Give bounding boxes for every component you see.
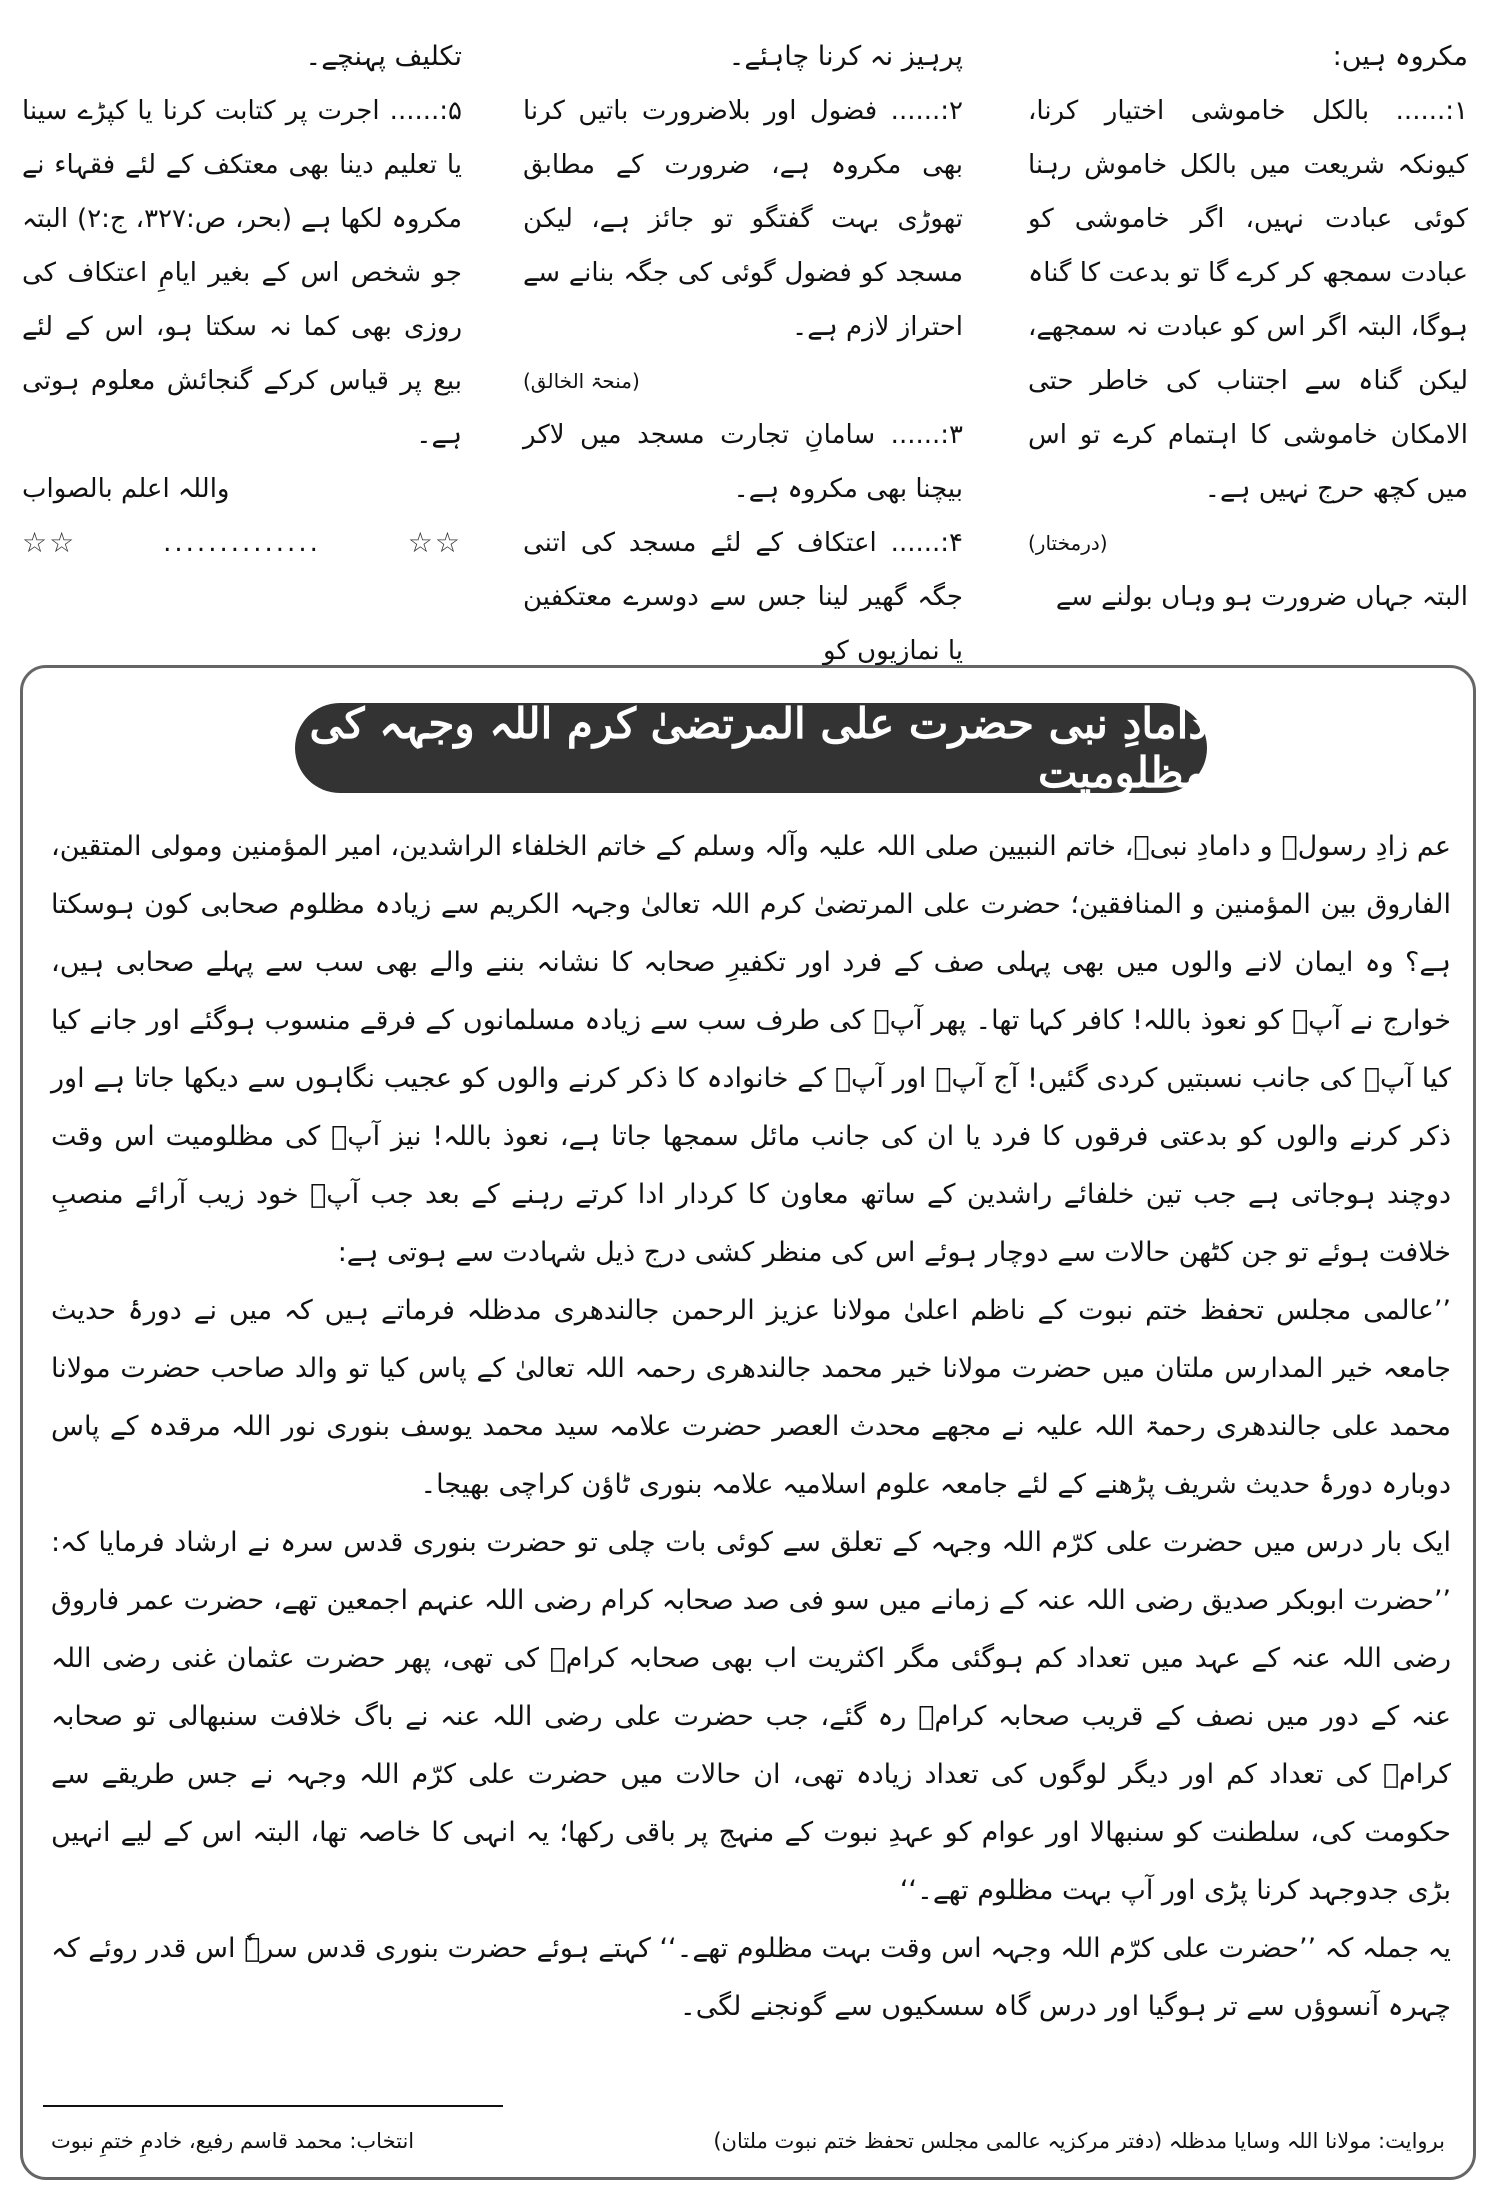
stars-ornament: ☆☆: [407, 526, 462, 559]
column-paragraph: ۴:...... اعتکاف کے لئے مسجد کی اتنی جگہ گھیر لینا جس سے دوسرے معتکفین یا نمازیوں کو: [523, 528, 963, 666]
article-paragraph: ایک بار درس میں حضرت علی کرّم اللہ وجہہ کے تعلق سے کوئی بات چلی تو حضرت بنوری قدس سرہ نے ارشاد فرمایا کہ: ’’حضرت ابوبکر صدیق رضی اللہ عنہ کے زمانے میں سو فی صد صحابہ کرام رضی اللہ عنہم اجمعین تھے، حضرت عمر فاروق رضی اللہ عنہ کے عہد میں تعداد کم ہوگئی مگر اکثریت اب بھی صحابہ کرامؓ کی تھی، پھر حضرت عثمان غنی رضی اللہ عنہ کے دور میں نصف کے قریب صحابہ کرامؓ رہ گئے، جب حضرت علی رضی اللہ عنہ نے باگ خلافت سنبھالی تو صحابہ کرامؓ کی تعداد کم اور دیگر لوگوں کی تعداد زیادہ تھی، ان حالات میں حضرت علی کرّم اللہ وجہہ نے جس طریقے سے حکومت کی، سلطنت کو سنبھالا اور عوام کو عہدِ نبوت کے منہج پر باقی رکھا؛ یہ انہی کا خاصہ تھا، البتہ اس کے لیے انہیں بڑی جدوجہد کرنا پڑی اور آپ بہت مظلوم تھے۔‘‘: [51, 1527, 1451, 1906]
column-right: [1028, 30, 1468, 670]
article-body: [51, 818, 1451, 2036]
article-box: [20, 665, 1476, 2180]
reference-note: (درمختار): [1028, 531, 1108, 555]
top-columns: [22, 30, 1478, 670]
separator-row: [22, 516, 462, 570]
column-middle: [523, 30, 963, 670]
article-paragraph: عم زادِ رسولؐ و دامادِ نبیؐ، خاتم النبیین صلی اللہ علیہ وآلہ وسلم کے خاتم الخلفاء الراشدین، امیر المؤمنین ومولی المتقین، الفاروق بین المؤمنین و المنافقین؛ حضرت علی المرتضیٰ کرم اللہ تعالیٰ وجہہ الکریم سے زیادہ مظلوم صحابی کون ہوسکتا ہے؟ وہ ایمان لانے والوں میں بھی پہلی صف کے فرد اور تکفیرِ صحابہ کا نشانہ بننے والے بھی سب سے پہلے صحابی ہیں، خوارج نے آپؓ کو نعوذ باللہ! کافر کہا تھا۔ پھر آپؓ کی طرف سب سے زیادہ مسلمانوں کے فرقے منسوب ہوگئے اور جانے کیا کیا آپؓ کی جانب نسبتیں کردی گئیں! آج آپؓ اور آپؓ کے خانوادہ کا ذکر کرنے والوں کو عجیب نگاہوں سے دیکھا جاتا ہے اور ذکر کرنے والوں کو بدعتی فرقوں کا فرد یا ان کی جانب مائل سمجھا جاتا ہے، نعوذ باللہ! نیز آپؓ کی مظلومیت اس وقت دوچند ہوجاتی ہے جب تین خلفائے راشدین کے ساتھ معاون کا کردار ادا کرتے رہنے کے بعد جب آپؓ خود زیب آرائے منصبِ خلافت ہوئے تو جن کٹھن حالات سے دوچار ہوئے اس کی منظر کشی درج ذیل شہادت سے ہوتی ہے:: [51, 831, 1451, 1268]
column-paragraph: البتہ جہاں ضرورت ہو وہاں بولنے سے: [1055, 582, 1468, 612]
article-paragraph: ’’عالمی مجلس تحفظ ختم نبوت کے ناظم اعلیٰ مولانا عزیز الرحمن جالندھری مدظلہ فرماتے ہیں کہ میں نے دورۂ حدیث جامعہ خیر المدارس ملتان میں حضرت مولانا خیر محمد جالندھری رحمہ اللہ تعالیٰ کے پاس کیا تو والد صاحب حضرت مولانا محمد علی جالندھری رحمۃ اللہ علیہ نے مجھے محدث العصر حضرت علامہ سید محمد یوسف بنوری نور اللہ مرقدہ کے پاس دوبارہ دورۂ حدیث شریف پڑھنے کے لئے جامعہ علوم اسلامیہ علامہ بنوری ٹاؤن کراچی بھیجا۔: [51, 1295, 1451, 1500]
column-paragraph: ۳:...... سامانِ تجارت مسجد میں لاکر بیچنا بھی مکروہ ہے۔: [523, 420, 963, 504]
column-left: [22, 30, 462, 670]
stars-ornament: ☆☆: [22, 526, 77, 559]
column-paragraph: ۱:...... بالکل خاموشی اختیار کرنا، کیونکہ شریعت میں بالکل خاموش رہنا کوئی عبادت نہیں، اگر خاموشی کو عبادت سمجھ کر کرے گا تو بدعت کا گناہ ہوگا، البتہ اگر اس کو عبادت نہ سمجھے، لیکن گناہ سے اجتناب کی خاطر حتی الامکان خاموشی کا اہتمام کرے تو اس میں کچھ حرج نہیں ہے۔: [1028, 96, 1468, 504]
narration-credit: بروایت: مولانا اللہ وسایا مدظلہ (دفتر مرکزیہ عالمی مجلس تحفظ ختم نبوت ملتان): [713, 2129, 1445, 2153]
selection-credit: انتخاب: محمد قاسم رفیع، خادمِ ختمِ نبوت: [51, 2129, 415, 2153]
article-title: دامادِ نبی حضرت علی المرتضیٰ کرم اللہ وجہہ کی مظلومیت: [295, 703, 1207, 793]
footer-divider: [43, 2105, 503, 2107]
article-paragraph: یہ جملہ کہ ’’حضرت علی کرّم اللہ وجہہ اس وقت بہت مظلوم تھے۔‘‘ کہتے ہوئے حضرت بنوری قدس سرہٗ اس قدر روئے کہ چہرہ آنسوؤں سے تر ہوگیا اور درس گاہ سسکیوں سے گونجنے لگی۔: [51, 1933, 1451, 2022]
column-heading: مکروہ ہیں:: [1332, 41, 1468, 72]
dotted-separator: ..............: [163, 528, 321, 558]
reference-note: (منحۃ الخالق): [523, 369, 640, 393]
column-paragraph: ۲:...... فضول اور بلاضرورت باتیں کرنا بھی مکروہ ہے، ضرورت کے مطابق تھوڑی بہت گفتگو تو جائز ہے، لیکن مسجد کو فضول گوئی کی جگہ بنانے سے احتراز لازم ہے۔: [523, 96, 963, 342]
column-heading: تکلیف پہنچے۔: [305, 41, 462, 72]
column-paragraph: ۵:...... اجرت پر کتابت کرنا یا کپڑے سینا یا تعلیم دینا بھی معتکف کے لئے فقہاء نے مکروہ لکھا ہے (بحر، ص:۳۲۷، ج:۲) البتہ جو شخص اس کے بغیر ایامِ اعتکاف کی روزی بھی کما نہ سکتا ہو، اس کے لئے بیع پر قیاس کرکے گنجائش معلوم ہوتی ہے۔: [22, 96, 462, 450]
closing-phrase: واللہ اعلم بالصواب: [22, 474, 230, 504]
column-heading: پرہیز نہ کرنا چاہئے۔: [728, 41, 963, 72]
article-footer: [51, 2119, 1445, 2163]
